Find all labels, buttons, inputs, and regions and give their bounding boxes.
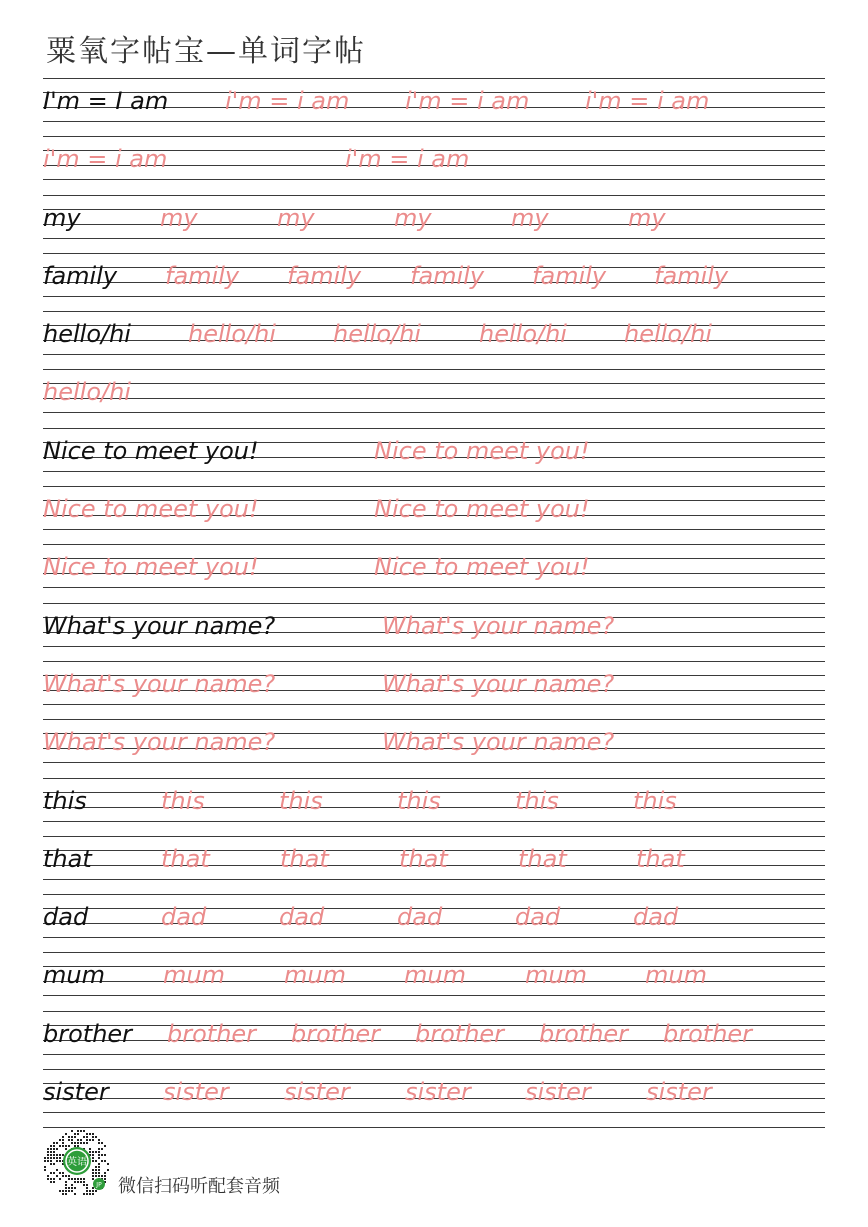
trace-word: i'm = i am: [345, 145, 470, 174]
ruled-line: [43, 253, 825, 254]
trace-word: What's your name?: [382, 669, 615, 698]
ruled-line: [43, 471, 825, 472]
trace-word: brother: [291, 1019, 381, 1048]
trace-word: mum: [284, 961, 346, 990]
ruled-line: [43, 646, 825, 647]
trace-word: that: [280, 844, 329, 873]
model-word: that: [43, 844, 92, 873]
ruled-line: [43, 704, 825, 705]
trace-word: What's your name?: [382, 728, 615, 757]
trace-word: hello/hi: [188, 320, 276, 349]
trace-word: my: [160, 203, 198, 232]
ruled-line: [43, 836, 825, 837]
ruled-line: [43, 1054, 825, 1055]
ruled-line: [43, 719, 825, 720]
trace-word: Nice to meet you!: [43, 495, 259, 524]
model-word: I'm = I am: [43, 87, 169, 115]
trace-word: brother: [167, 1019, 257, 1048]
qr-sub-text: JP: [96, 1181, 102, 1189]
ruled-line: [43, 121, 825, 122]
ruled-line: [43, 603, 825, 604]
trace-word: hello/hi: [624, 320, 712, 349]
trace-word: family: [287, 261, 362, 290]
trace-word: my: [628, 203, 666, 232]
ruled-line: [43, 1011, 825, 1012]
trace-word: my: [277, 203, 315, 232]
practice-row: [43, 778, 825, 836]
ruled-line: [43, 529, 825, 530]
ruled-line: [43, 179, 825, 180]
trace-word: Nice to meet you!: [374, 436, 590, 465]
trace-word: family: [165, 261, 240, 290]
ruled-line: [43, 311, 825, 312]
practice-row: [43, 1069, 825, 1127]
trace-word: this: [161, 786, 205, 815]
model-word: Nice to meet you!: [43, 436, 259, 465]
trace-word: my: [511, 203, 549, 232]
trace-word: this: [633, 786, 677, 815]
practice-row: [43, 719, 825, 777]
trace-word: hello/hi: [43, 378, 131, 407]
trace-word: mum: [163, 961, 225, 990]
trace-word: family: [410, 261, 485, 290]
practice-sheet: [43, 78, 825, 1128]
qr-badge-text: 英语: [67, 1157, 87, 1168]
model-word: mum: [43, 961, 105, 990]
ruled-line: [43, 1112, 825, 1113]
model-word: What's your name?: [43, 611, 276, 640]
trace-word: Nice to meet you!: [374, 495, 590, 524]
ruled-line: [43, 879, 825, 880]
trace-word: Nice to meet you!: [43, 553, 259, 582]
trace-word: sister: [646, 1078, 712, 1107]
trace-word: this: [515, 786, 559, 815]
ruled-line: [43, 762, 825, 763]
ruled-line: [43, 78, 825, 79]
trace-word: i'm = i am: [225, 87, 350, 115]
trace-word: dad: [161, 903, 207, 932]
ruled-line: [43, 369, 825, 370]
trace-word: What's your name?: [382, 611, 615, 640]
ruled-line: [43, 486, 825, 487]
practice-row: [43, 253, 825, 311]
trace-word: i'm = i am: [585, 87, 710, 115]
trace-word: sister: [405, 1078, 471, 1107]
trace-word: i'm = i am: [43, 145, 168, 174]
model-word: dad: [43, 903, 89, 932]
ruled-line: [43, 544, 825, 545]
qr-code-icon[interactable]: [42, 1128, 112, 1198]
practice-row: [43, 836, 825, 894]
ruled-line: [43, 995, 825, 996]
practice-row: [43, 894, 825, 952]
practice-row: [43, 952, 825, 1010]
practice-row: [43, 311, 825, 369]
trace-word: hello/hi: [479, 320, 567, 349]
practice-row: [43, 136, 825, 194]
ruled-line: [43, 1127, 825, 1128]
ruled-line: [43, 354, 825, 355]
practice-row: [43, 544, 825, 602]
ruled-line: [43, 937, 825, 938]
practice-row: [43, 486, 825, 544]
ruled-line: [43, 894, 825, 895]
trace-word: hello/hi: [333, 320, 421, 349]
model-word: hello/hi: [43, 320, 131, 349]
ruled-line: [43, 1069, 825, 1070]
trace-word: What's your name?: [43, 669, 276, 698]
practice-row: [43, 603, 825, 661]
model-word: sister: [43, 1078, 109, 1107]
model-word: my: [43, 203, 81, 232]
trace-word: dad: [515, 903, 561, 932]
trace-word: family: [532, 261, 607, 290]
model-word: this: [43, 786, 87, 815]
trace-word: brother: [415, 1019, 505, 1048]
practice-row: [43, 78, 825, 136]
trace-word: What's your name?: [43, 728, 276, 757]
trace-word: that: [399, 844, 448, 873]
trace-word: this: [279, 786, 323, 815]
trace-word: sister: [163, 1078, 229, 1107]
trace-word: dad: [397, 903, 443, 932]
trace-word: brother: [539, 1019, 629, 1048]
trace-word: dad: [279, 903, 325, 932]
trace-word: my: [394, 203, 432, 232]
trace-word: i'm = i am: [405, 87, 530, 115]
ruled-line: [43, 952, 825, 953]
model-word: brother: [43, 1019, 133, 1048]
ruled-line: [43, 587, 825, 588]
trace-word: brother: [663, 1019, 753, 1048]
trace-word: mum: [525, 961, 587, 990]
footer-text: 微信扫码听配套音频: [118, 1176, 280, 1197]
trace-word: that: [161, 844, 210, 873]
ruled-line: [43, 136, 825, 137]
ruled-line: [43, 238, 825, 239]
trace-word: that: [518, 844, 567, 873]
ruled-line: [43, 296, 825, 297]
trace-word: sister: [284, 1078, 350, 1107]
trace-word: family: [654, 261, 729, 290]
trace-word: mum: [404, 961, 466, 990]
practice-row: [43, 369, 825, 427]
trace-word: sister: [525, 1078, 591, 1107]
trace-word: this: [397, 786, 441, 815]
practice-row: [43, 1011, 825, 1069]
practice-row: [43, 428, 825, 486]
page-title: 粟氧字帖宝—单词字帖: [46, 34, 366, 69]
practice-row: [43, 661, 825, 719]
ruled-line: [43, 412, 825, 413]
trace-word: dad: [633, 903, 679, 932]
ruled-line: [43, 428, 825, 429]
trace-word: Nice to meet you!: [374, 553, 590, 582]
ruled-line: [43, 821, 825, 822]
ruled-line: [43, 195, 825, 196]
ruled-line: [43, 661, 825, 662]
ruled-line: [43, 778, 825, 779]
practice-row: [43, 195, 825, 253]
trace-word: that: [636, 844, 685, 873]
trace-word: mum: [645, 961, 707, 990]
model-word: family: [43, 261, 118, 290]
